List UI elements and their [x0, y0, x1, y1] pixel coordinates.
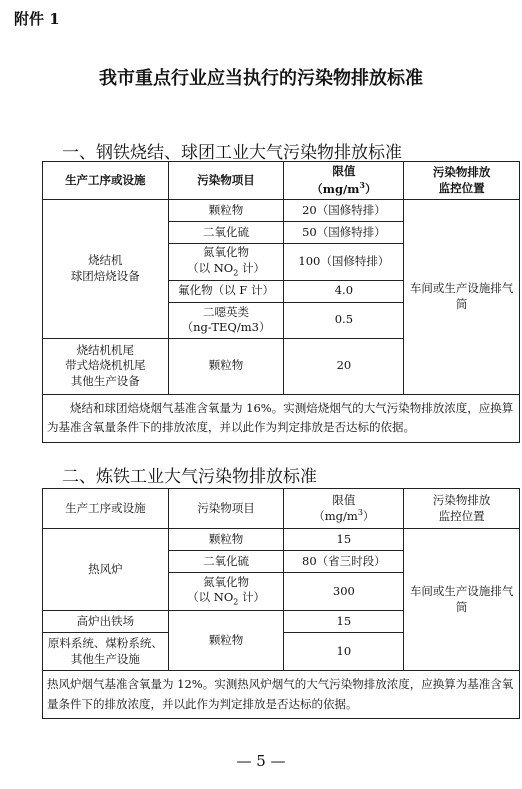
table-row — [43, 529, 520, 551]
monitoring-location: 车间或生产设施排气筒 — [404, 529, 520, 671]
header-process: 生产工序或设施 — [43, 162, 169, 200]
pollutant-cell: 氟化物（以 F 计） — [168, 280, 284, 302]
steel-sintering-standards-table — [42, 161, 520, 443]
pollutant-cell: 颗粒物 — [168, 529, 284, 551]
process-hot-blast-stove: 热风炉 — [43, 529, 169, 611]
header-limit-label: 限值 — [332, 492, 356, 507]
pollutant-cell: 氮氧化物 （以 $NO_2$ 计） — [168, 573, 284, 611]
pollutant-cell: 二氧化硫 — [168, 222, 284, 244]
pollutant-cell: 二噁英类 （ng-TEQ/m3） — [168, 302, 284, 338]
limit-cell: 20 — [284, 338, 404, 394]
table-note: 热风炉烟气基准含氧量为 12%。实测热风炉烟气的大气污染物排放浓度，应换算为基准含氧量条件下的排放浓度，并以此作为判定排放是否达标的依据。 — [43, 671, 520, 719]
monitoring-location: 车间或生产设施排气筒 — [404, 200, 520, 395]
section2-heading: 二、炼铁工业大气污染物排放标准 — [62, 467, 317, 487]
section1-heading: 一、钢铁烧结、球团工业大气污染物排放标准 — [62, 143, 402, 163]
pollutant-cell: 颗粒物 — [168, 611, 284, 671]
table-row — [43, 200, 520, 222]
limit-cell: 100（国修特排） — [284, 244, 404, 281]
limit-cell: 50（国修特排） — [284, 222, 404, 244]
header-limit-label: 限值 — [332, 164, 356, 179]
pollutant-cell: 二氧化硫 — [168, 551, 284, 573]
table-note-row — [43, 671, 520, 719]
header-location: 污染物排放 监控位置 — [404, 489, 520, 529]
header-limit-unit: $(mg/m^3)$ — [311, 179, 377, 196]
pollutant-cell: 颗粒物 — [168, 200, 284, 222]
table-note: 烧结和球团焙烧烟气基准含氧量为 16%。实测焙烧烟气的大气污染物排放浓度，应换算为基准含氧量条件下的排放浓度，并以此作为判定排放是否达标的依据。 — [43, 394, 520, 442]
header-limit — [284, 489, 404, 529]
process-raw-material-systems: 原料系统、煤粉系统、 其他生产设施 — [43, 633, 169, 671]
limit-cell: 0.5 — [284, 302, 404, 338]
header-limit — [284, 162, 404, 200]
limit-cell: 300 — [284, 573, 404, 611]
table-note-row — [43, 394, 520, 442]
header-location: 污染物排放 监控位置 — [404, 162, 520, 200]
limit-cell: 20（国修特排） — [284, 200, 404, 222]
process-machine-tail: 烧结机机尾 带式焙烧机机尾 其他生产设备 — [43, 338, 169, 394]
limit-cell: 80（省三时段） — [284, 551, 404, 573]
process-sintering-machine: 烧结机 球团焙烧设备 — [43, 200, 169, 339]
limit-cell: 4.0 — [284, 280, 404, 302]
ironmaking-standards-table — [42, 488, 520, 719]
page-number: — 5 — — [236, 752, 286, 770]
pollutant-cell: 氮氧化物 （以 $NO_2$ 计） — [168, 244, 284, 281]
document-title: 我市重点行业应当执行的污染物排放标准 — [99, 68, 423, 89]
limit-cell: 15 — [284, 529, 404, 551]
header-process: 生产工序或设施 — [43, 489, 169, 529]
header-pollutant: 污染物项目 — [168, 489, 284, 529]
table-header-row — [43, 162, 520, 200]
limit-cell: 10 — [284, 633, 404, 671]
table-header-row — [43, 489, 520, 529]
process-blast-furnace-tapping: 高炉出铁场 — [43, 611, 169, 633]
annex-label: 附件 1 — [14, 10, 60, 28]
header-limit-unit: $(mg/m^3)$ — [313, 508, 375, 523]
pollutant-cell: 颗粒物 — [168, 338, 284, 394]
limit-cell: 15 — [284, 611, 404, 633]
header-pollutant: 污染物项目 — [168, 162, 284, 200]
